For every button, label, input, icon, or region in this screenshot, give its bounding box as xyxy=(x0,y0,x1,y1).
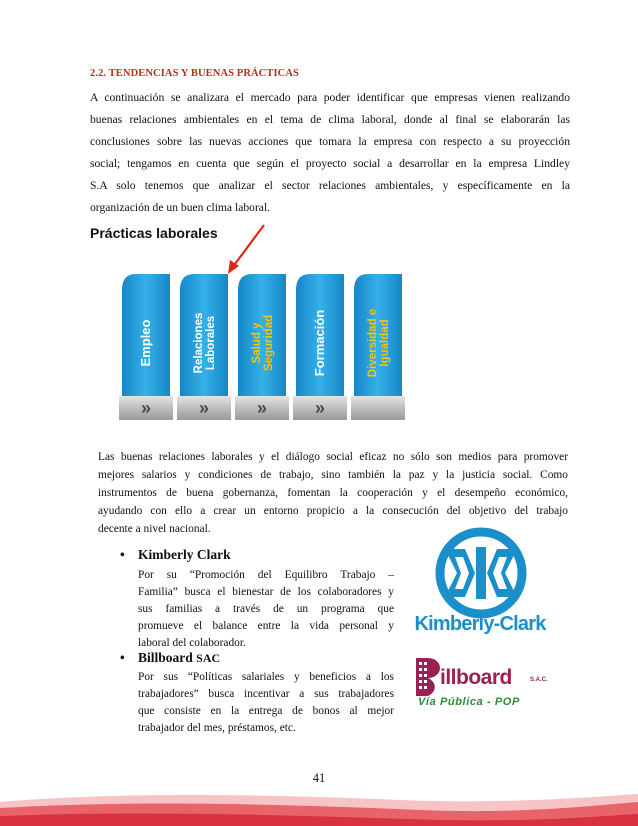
pillar-label: Formación xyxy=(312,309,327,377)
description-line: trabajadores” busca incentivar a sus trabajadores xyxy=(138,688,394,700)
pillar-label: RelacionesLaborales xyxy=(193,312,217,374)
kimberly-clark-logo xyxy=(405,527,555,645)
paragraph-line: instrumentos de buena gobernanza, fomentan la cooperación y el desempeño económico, xyxy=(98,487,568,499)
chevron-right-icon: » xyxy=(140,398,152,418)
pillar-label: Diversidad eIgualdad xyxy=(367,308,391,378)
description-line: Por su “Promoción del Equilibro Trabajo – xyxy=(138,569,394,581)
intro-paragraph xyxy=(90,87,570,219)
company-name: Billboard xyxy=(138,650,193,665)
chevron-right-icon: » xyxy=(256,398,268,418)
company-name: Kimberly Clark xyxy=(138,547,231,562)
intro-line: social; tengamos en cuenta que según el proyecto social a desarrollar en la empresa Lindley xyxy=(90,157,570,170)
practices-heading: Prácticas laborales xyxy=(90,225,218,241)
pillar-label: Salud ySeguridad xyxy=(251,314,275,372)
page-number: 41 xyxy=(312,771,326,785)
company-name-suffix: SAC xyxy=(196,651,221,665)
company-description xyxy=(138,567,394,652)
bullet-icon: • xyxy=(120,547,125,562)
relations-paragraph xyxy=(98,448,568,538)
company-description xyxy=(138,669,394,737)
company-billboard xyxy=(120,650,220,666)
intro-line: buenas relaciones ambientales en el tema de clima laboral, donde al final se elaborarán las xyxy=(90,113,570,126)
chevron-right-icon: » xyxy=(198,398,210,418)
bullet-icon: • xyxy=(120,650,125,665)
paragraph-line: ayudando con ello a crear un entorno propicio a la consecución del objetivo del trabajo xyxy=(98,505,568,517)
paragraph-line: decente a nivel nacional. xyxy=(98,523,211,535)
footer-wave-decoration xyxy=(0,790,638,826)
intro-line: conclusiones sobre las nuevas acciones que tomara la empresa con respecto a su proyección xyxy=(90,135,570,148)
description-line: promueve el balance entre la vida personal y xyxy=(138,620,394,632)
description-line: Familia” busca el bienestar de los colaboradores y xyxy=(138,586,394,598)
labor-practices-pillars xyxy=(118,268,410,428)
pillar-label: Empleo xyxy=(138,319,153,367)
description-line: laboral del colaborador. xyxy=(138,637,246,649)
billboard-logo xyxy=(412,652,562,712)
intro-line: S.A solo tenemos que analizar el sector relaciones ambientales, y específicamente en la xyxy=(90,179,570,192)
intro-line: organización de un buen clima laboral. xyxy=(90,201,271,214)
paragraph-line: mejores salarios y condiciones de trabajo, sino también la paz y la justicia social. Como xyxy=(98,469,568,481)
section-heading: 2.2. TENDENCIAS Y BUENAS PRÁCTICAS xyxy=(90,68,299,79)
company-kimberly-clark xyxy=(120,547,231,563)
kimberly-clark-wordmark: Kimberly-Clark xyxy=(414,613,546,635)
billboard-sac-suffix: S.A.C. xyxy=(530,677,548,683)
description-line: Por sus “Políticas salariales y beneficios a los xyxy=(138,671,394,683)
intro-line: A continuación se analizara el mercado para poder identificar que empresas vienen realizando xyxy=(90,91,570,104)
description-line: sus familias a través de un programa que xyxy=(138,603,394,615)
paragraph-line: Las buenas relaciones laborales y el diálogo social eficaz no sólo son medios para promover xyxy=(98,451,568,463)
billboard-tagline: Vía Pública - POP xyxy=(418,696,520,708)
description-line: trabajador del mes, préstamos, etc. xyxy=(138,722,296,734)
kimberly-clark-emblem-icon xyxy=(405,527,555,619)
pillar-base xyxy=(351,396,405,420)
chevron-right-icon: » xyxy=(314,398,326,418)
description-line: que consiste en la entrega de bonos al mejor xyxy=(138,705,394,717)
billboard-wordmark: illboard xyxy=(440,666,512,689)
